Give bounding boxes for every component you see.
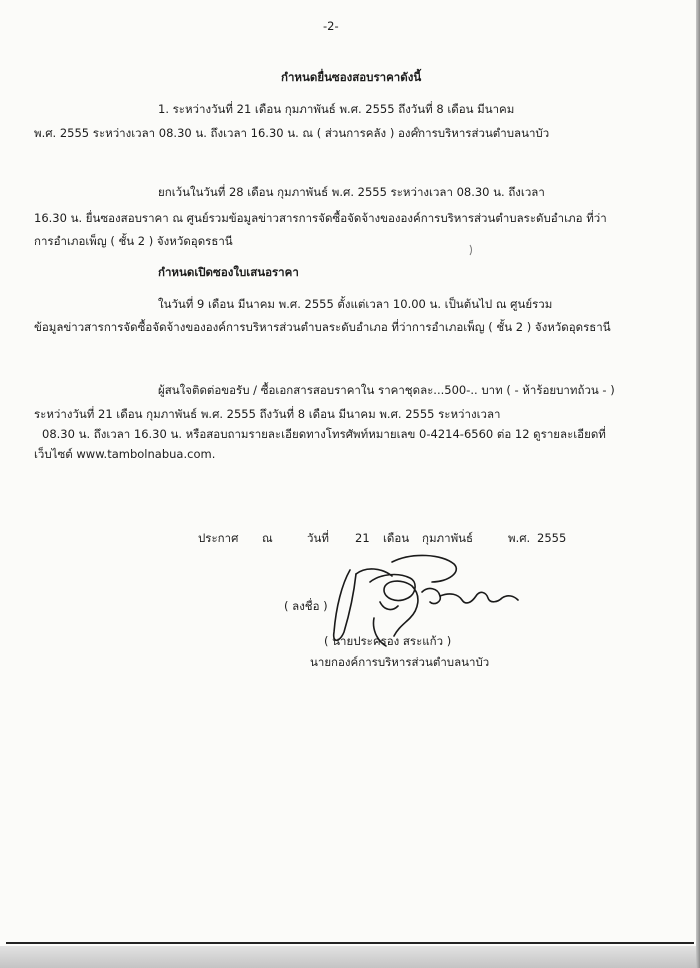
heading-opening: กำหนดเปิดซองใบเสนอราคา	[158, 265, 299, 279]
announcement-year-label: พ.ศ.	[508, 531, 531, 545]
announcement-day-label: วันที่	[307, 531, 329, 545]
announcement-year: 2555	[537, 531, 567, 545]
para2-line2: 16.30 น. ยื่นซองสอบราคา ณ ศูนย์รวมข้อมูลข่าวสารการจัดซื้อจัดจ้างขององค์การบริหารส่วนตำบลระดับอำเภอ ที่ว่า	[34, 211, 607, 225]
scan-speck-mark	[415, 126, 421, 134]
scan-bottom-edge	[0, 946, 700, 968]
para1-line2: พ.ศ. 2555 ระหว่างเวลา 08.30 น. ถึงเวลา 16.30 น. ณ ( ส่วนการคลัง ) องค์การบริหารส่วนตำบลนาบัว	[34, 126, 550, 140]
para3-line1: ในวันที่ 9 เดือน มีนาคม พ.ศ. 2555 ตั้งแต่เวลา 10.00 น. เป็นต้นไป ณ ศูนย์รวม	[158, 297, 553, 311]
announcement-label: ประกาศ	[198, 531, 239, 545]
signer-title: นายกองค์การบริหารส่วนตำบลนาบัว	[310, 655, 490, 669]
announcement-month-label: เดือน	[383, 531, 410, 545]
para4-line1: ผู้สนใจติดต่อขอรับ / ซื้อเอกสารสอบราคาใน ราคาชุดละ...500-.. บาท ( - ห้าร้อยบาทถ้วน - )	[158, 383, 615, 397]
announcement-at: ณ	[262, 531, 273, 545]
announcement-month: กุมภาพันธ์	[422, 531, 474, 545]
para1-line1: 1. ระหว่างวันที่ 21 เดือน กุมภาพันธ์ พ.ศ. 2555 ถึงวันที่ 8 เดือน มีนาคม	[158, 102, 515, 116]
para2-line3: การอำเภอเพ็ญ ( ชั้น 2 ) จังหวัดอุดรธานี	[34, 234, 233, 248]
signed-label: ( ลงชื่อ )	[284, 599, 328, 613]
heading-submission: กำหนดยื่นซองสอบราคาดังนี้	[281, 70, 422, 84]
scan-right-edge	[696, 0, 700, 968]
signer-name: ( นายประครอง สระแก้ว )	[324, 634, 452, 648]
para3-line2: ข้อมูลข่าวสารการจัดซื้อจัดจ้างขององค์การบริหารส่วนตำบลระดับอำเภอ ที่ว่าการอำเภอเพ็ญ ( ชั้น 2 ) จังหวัดอุดรธานี	[34, 320, 611, 334]
para4-line4: เว็บไซต์ www.tambolnabua.com.	[34, 447, 216, 461]
para4-line2: ระหว่างวันที่ 21 เดือน กุมภาพันธ์ พ.ศ. 2555 ถึงวันที่ 8 เดือน มีนาคม พ.ศ. 2555 ระหว่างเวลา	[34, 407, 501, 421]
para2-line1: ยกเว้นในวันที่ 28 เดือน กุมภาพันธ์ พ.ศ. 2555 ระหว่างเวลา 08.30 น. ถึงเวลา	[158, 185, 545, 199]
scan-speck-mark	[468, 244, 474, 256]
page-number: -2-	[323, 19, 339, 33]
announcement-day: 21	[355, 531, 370, 545]
bottom-border-line	[6, 942, 694, 944]
para4-line3: 08.30 น. ถึงเวลา 16.30 น. หรือสอบถามรายละเอียดทางโทรศัพท์หมายเลข 0-4214-6560 ต่อ 12 ดูรายละเอียดที่	[42, 427, 606, 441]
